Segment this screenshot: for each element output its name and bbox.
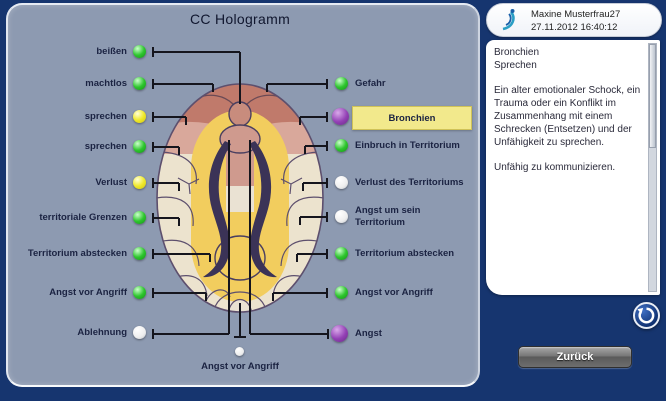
app-logo-icon <box>496 8 522 34</box>
user-info-panel <box>486 3 662 37</box>
hologram-dot[interactable] <box>335 176 348 189</box>
hologram-dot[interactable] <box>335 286 348 299</box>
rotate-button[interactable] <box>633 302 660 329</box>
hologram-dot[interactable] <box>133 176 146 189</box>
info-paragraph: Ein alter emotionaler Schock, ein Trauma oder ein Konflikt im Zusammenhang mit einem Schrecken (Entsetzen) und der Unfähigkeit zu sprechen. <box>494 85 641 148</box>
hologram-dot[interactable] <box>335 210 348 223</box>
hologram-dot[interactable] <box>133 247 146 260</box>
hologram-label: Angst vor Angriff <box>355 287 433 298</box>
hologram-label: Angst um sein Territorium <box>355 205 421 228</box>
hologram-label: Territorium abstecken <box>355 248 455 259</box>
hologram-label: Verlust des Territoriums <box>355 177 464 188</box>
back-button[interactable]: Zurück <box>518 346 632 368</box>
selected-item-highlight[interactable]: Bronchien <box>352 106 472 130</box>
hologram-dot[interactable] <box>133 326 146 339</box>
hologram-label: territoriale Grenzen <box>39 212 127 223</box>
hologram-label: Angst <box>355 328 382 339</box>
hologram-label: Angst vor Angriff <box>201 361 279 372</box>
description-text <box>494 46 646 174</box>
hologram-label: Territorium abstecken <box>27 248 127 259</box>
hologram-dot[interactable] <box>332 108 349 125</box>
hologram-label: sprechen <box>84 141 127 152</box>
description-panel <box>486 40 660 295</box>
hologram-label: sprechen <box>84 111 127 122</box>
info-paragraph: Unfähig zu kommunizieren. <box>494 162 616 173</box>
hologram-dot[interactable] <box>331 325 348 342</box>
hologram-dot[interactable] <box>133 110 146 123</box>
hologram-label: Einbruch in Territorium <box>355 140 460 151</box>
hologram-dot[interactable] <box>133 140 146 153</box>
hologram-dot[interactable] <box>335 77 348 90</box>
hologram-label: beißen <box>96 46 127 57</box>
hologram-dot[interactable] <box>335 247 348 260</box>
hologram-dot[interactable] <box>133 77 146 90</box>
hologram-dot[interactable] <box>235 347 244 356</box>
page-title: CC Hologramm <box>189 11 291 27</box>
hologram-label: Gefahr <box>355 78 386 89</box>
hologram-label: machtlos <box>85 78 127 89</box>
hologram-dot[interactable] <box>335 139 348 152</box>
info-title-line2: Sprechen <box>494 60 537 71</box>
hologram-dot[interactable] <box>133 45 146 58</box>
hologram-dot[interactable] <box>133 211 146 224</box>
scrollbar[interactable] <box>648 43 657 292</box>
info-title-line1: Bronchien <box>494 47 540 58</box>
hologram-label: Angst vor Angriff <box>49 287 127 298</box>
hologram-label: Ablehnung <box>77 327 127 338</box>
hologram-dot[interactable] <box>133 286 146 299</box>
hologram-label: Verlust <box>95 177 127 188</box>
rotate-icon <box>635 304 658 327</box>
user-name: Maxine Musterfrau27 <box>531 9 621 20</box>
session-datetime: 27.11.2012 16:40:12 <box>531 22 618 33</box>
scrollbar-thumb[interactable] <box>649 44 656 148</box>
